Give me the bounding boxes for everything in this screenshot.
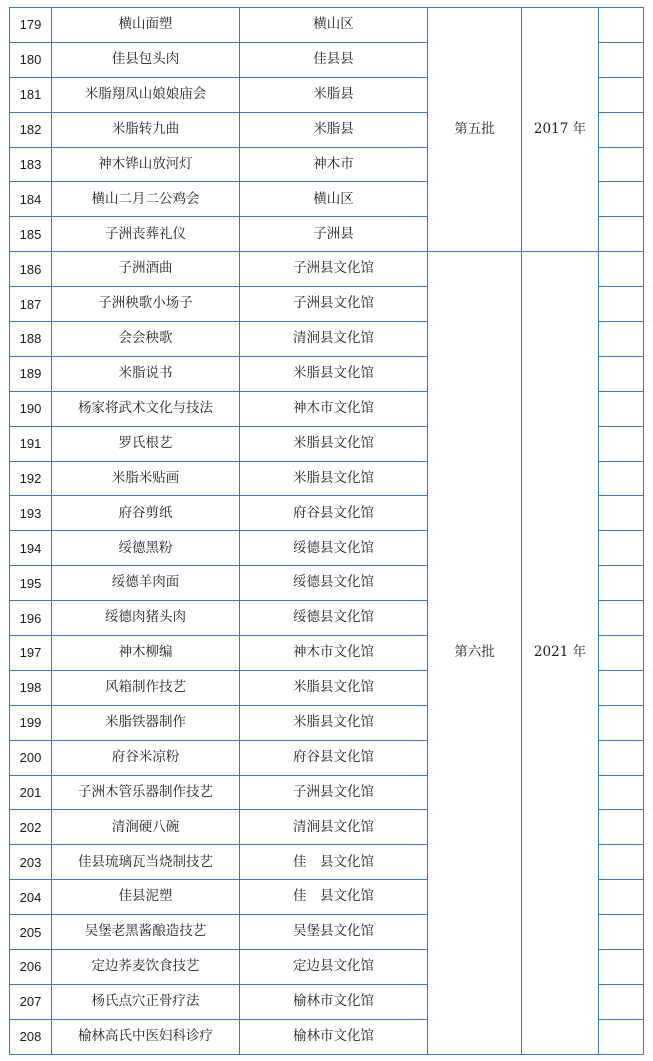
row-number: 182 [10, 112, 52, 147]
project-name: 佳县泥塑 [52, 880, 240, 915]
remarks-cell [599, 531, 644, 566]
remarks-cell [599, 950, 644, 985]
table-row [10, 8, 644, 43]
row-number: 199 [10, 705, 52, 740]
applying-unit: 榆林市文化馆 [240, 1019, 428, 1054]
project-name: 米脂说书 [52, 356, 240, 391]
project-name: 吴堡老黑酱酿造技艺 [52, 915, 240, 950]
row-number: 181 [10, 77, 52, 112]
remarks-cell [599, 810, 644, 845]
project-name: 绥德肉猪头肉 [52, 601, 240, 636]
project-name: 子洲丧葬礼仪 [52, 217, 240, 252]
remarks-cell [599, 112, 644, 147]
row-number: 179 [10, 8, 52, 43]
project-name: 子洲木管乐器制作技艺 [52, 775, 240, 810]
applying-unit: 子洲县 [240, 217, 428, 252]
row-number: 192 [10, 461, 52, 496]
applying-unit: 神木市 [240, 147, 428, 182]
project-name: 子洲秧歌小场子 [52, 287, 240, 322]
row-number: 187 [10, 287, 52, 322]
remarks-cell [599, 182, 644, 217]
row-number: 184 [10, 182, 52, 217]
table-body [10, 8, 644, 1055]
remarks-cell [599, 77, 644, 112]
row-number: 200 [10, 740, 52, 775]
applying-unit: 榆林市文化馆 [240, 984, 428, 1019]
row-number: 180 [10, 42, 52, 77]
applying-unit: 子洲县文化馆 [240, 252, 428, 287]
remarks-cell [599, 426, 644, 461]
row-number: 191 [10, 426, 52, 461]
year-cell: 2021 年 [522, 252, 599, 1054]
applying-unit: 子洲县文化馆 [240, 775, 428, 810]
applying-unit: 吴堡县文化馆 [240, 915, 428, 950]
applying-unit: 横山区 [240, 182, 428, 217]
remarks-cell [599, 8, 644, 43]
remarks-cell [599, 845, 644, 880]
applying-unit: 绥德县文化馆 [240, 601, 428, 636]
applying-unit: 子洲县文化馆 [240, 287, 428, 322]
row-number: 202 [10, 810, 52, 845]
row-number: 206 [10, 950, 52, 985]
remarks-cell [599, 356, 644, 391]
remarks-cell [599, 391, 644, 426]
applying-unit: 米脂县 [240, 112, 428, 147]
remarks-cell [599, 915, 644, 950]
project-name: 府谷剪纸 [52, 496, 240, 531]
project-name: 神木柳编 [52, 636, 240, 671]
remarks-cell [599, 461, 644, 496]
row-number: 183 [10, 147, 52, 182]
remarks-cell [599, 1019, 644, 1054]
remarks-cell [599, 42, 644, 77]
row-number: 197 [10, 636, 52, 671]
remarks-cell [599, 217, 644, 252]
project-name: 绥德羊肉面 [52, 566, 240, 601]
project-name: 清涧硬八碗 [52, 810, 240, 845]
applying-unit: 清涧县文化馆 [240, 322, 428, 357]
applying-unit: 佳 县文化馆 [240, 845, 428, 880]
row-number: 208 [10, 1019, 52, 1054]
project-name: 榆林高氏中医妇科诊疗 [52, 1019, 240, 1054]
applying-unit: 佳县县 [240, 42, 428, 77]
remarks-cell [599, 880, 644, 915]
batch-cell: 第六批 [428, 252, 522, 1054]
project-name: 风箱制作技艺 [52, 670, 240, 705]
remarks-cell [599, 984, 644, 1019]
applying-unit: 府谷县文化馆 [240, 496, 428, 531]
heritage-list-table [9, 7, 644, 1055]
remarks-cell [599, 252, 644, 287]
remarks-cell [599, 287, 644, 322]
project-name: 佳县琉璃瓦当烧制技艺 [52, 845, 240, 880]
project-name: 杨氏点穴正骨疗法 [52, 984, 240, 1019]
applying-unit: 府谷县文化馆 [240, 740, 428, 775]
applying-unit: 米脂县文化馆 [240, 705, 428, 740]
applying-unit: 横山区 [240, 8, 428, 43]
project-name: 米脂转九曲 [52, 112, 240, 147]
applying-unit: 米脂县 [240, 77, 428, 112]
project-name: 横山面塑 [52, 8, 240, 43]
applying-unit: 米脂县文化馆 [240, 426, 428, 461]
remarks-cell [599, 636, 644, 671]
project-name: 罗氏根艺 [52, 426, 240, 461]
applying-unit: 米脂县文化馆 [240, 670, 428, 705]
remarks-cell [599, 775, 644, 810]
row-number: 205 [10, 915, 52, 950]
applying-unit: 定边县文化馆 [240, 950, 428, 985]
row-number: 190 [10, 391, 52, 426]
batch-cell: 第五批 [428, 8, 522, 252]
project-name: 会会秧歌 [52, 322, 240, 357]
remarks-cell [599, 601, 644, 636]
project-name: 横山二月二公鸡会 [52, 182, 240, 217]
row-number: 203 [10, 845, 52, 880]
project-name: 府谷米凉粉 [52, 740, 240, 775]
remarks-cell [599, 322, 644, 357]
applying-unit: 米脂县文化馆 [240, 356, 428, 391]
row-number: 188 [10, 322, 52, 357]
project-name: 绥德黑粉 [52, 531, 240, 566]
project-name: 神木铧山放河灯 [52, 147, 240, 182]
project-name: 定边荞麦饮食技艺 [52, 950, 240, 985]
applying-unit: 绥德县文化馆 [240, 531, 428, 566]
project-name: 米脂铁器制作 [52, 705, 240, 740]
project-name: 子洲酒曲 [52, 252, 240, 287]
remarks-cell [599, 705, 644, 740]
row-number: 194 [10, 531, 52, 566]
year-cell: 2017 年 [522, 8, 599, 252]
row-number: 186 [10, 252, 52, 287]
row-number: 189 [10, 356, 52, 391]
project-name: 佳县包头肉 [52, 42, 240, 77]
row-number: 207 [10, 984, 52, 1019]
table-row [10, 252, 644, 287]
remarks-cell [599, 670, 644, 705]
row-number: 201 [10, 775, 52, 810]
applying-unit: 米脂县文化馆 [240, 461, 428, 496]
row-number: 198 [10, 670, 52, 705]
applying-unit: 佳 县文化馆 [240, 880, 428, 915]
applying-unit: 神木市文化馆 [240, 391, 428, 426]
row-number: 185 [10, 217, 52, 252]
row-number: 193 [10, 496, 52, 531]
remarks-cell [599, 566, 644, 601]
remarks-cell [599, 740, 644, 775]
row-number: 196 [10, 601, 52, 636]
applying-unit: 绥德县文化馆 [240, 566, 428, 601]
project-name: 米脂米贴画 [52, 461, 240, 496]
remarks-cell [599, 147, 644, 182]
project-name: 米脂翔凤山娘娘庙会 [52, 77, 240, 112]
row-number: 195 [10, 566, 52, 601]
project-name: 杨家将武术文化与技法 [52, 391, 240, 426]
applying-unit: 清涧县文化馆 [240, 810, 428, 845]
row-number: 204 [10, 880, 52, 915]
applying-unit: 神木市文化馆 [240, 636, 428, 671]
remarks-cell [599, 496, 644, 531]
